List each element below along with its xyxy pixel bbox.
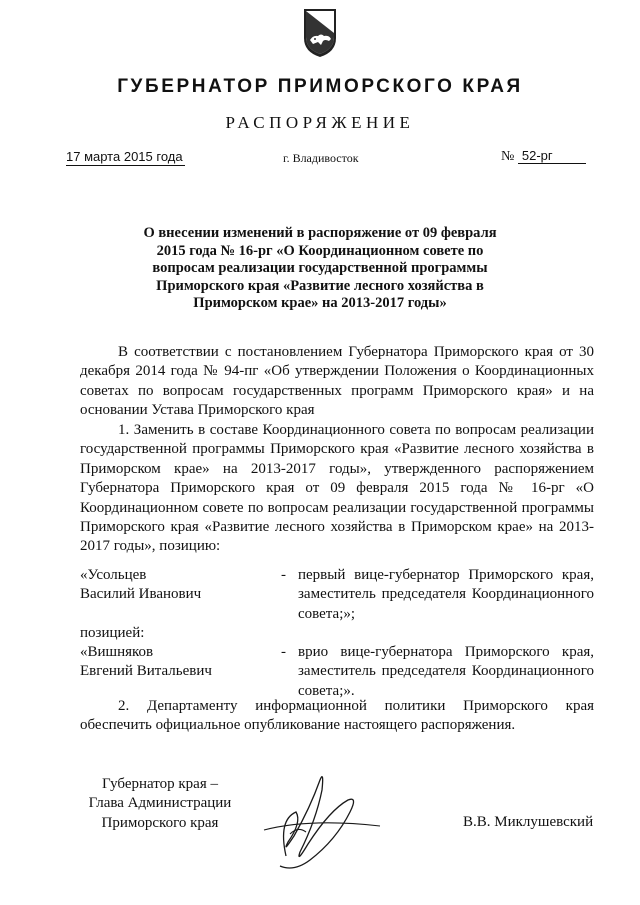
item-2-text: 2. Департаменту информационной политики Приморского края обеспечить официальное опубликование настоящего распоряжения. <box>80 698 594 734</box>
new-member-given-name: Евгений Витальевич <box>80 663 212 679</box>
old-member-role: первый вице-губернатор Приморского края, заместитель председателя Координационного совета;»; <box>298 567 594 622</box>
signatory-position <box>80 775 240 833</box>
old-member-surname: «Усольцев <box>80 567 147 583</box>
preamble-text: В соответствии с постановлением Губернатора Приморского края от 30 декабря 2014 года № 94-пг «Об утверждении Положения о Координационных советах по вопросам государственных программ Приморского края» и на основании Устава Приморского края <box>80 344 594 419</box>
document-date: 17 марта 2015 года <box>66 149 183 164</box>
signatory-position-line-2: Глава Администрации <box>88 795 232 812</box>
new-member-dash: - <box>281 644 286 660</box>
old-member-given-name: Василий Иванович <box>80 586 202 602</box>
new-member-surname: «Вишняков <box>80 644 154 660</box>
document-number: 52-рг <box>518 148 586 164</box>
page-title: ГУБЕРНАТОР ПРИМОРСКОГО КРАЯ <box>117 76 523 97</box>
new-member-role: врио вице-губернатора Приморского края, заместитель председателя Координационного совета;». <box>298 644 594 699</box>
item-1-text: 1. Заменить в составе Координационного совета по вопросам реализации государственной программы Приморского края «Развитие лесного хозяйства в Приморском крае» на 2013-2017 годы», утвержденного распоряжением Губернатора Приморского края от 09 февраля 2015 года № 16-рг «О Координационном совете по вопросам реализации государственной программы Приморского края «Развитие лесного хозяйства в Приморском крае» на 2013-2017 годы», позицию: <box>80 422 594 555</box>
signatory-position-line-1: Губернатор края – <box>102 776 218 792</box>
preamble-paragraph <box>80 343 594 421</box>
document-number-field <box>501 148 586 165</box>
document-city: г. Владивосток <box>283 151 359 165</box>
item-1-paragraph <box>80 421 594 557</box>
old-member-dash: - <box>281 567 286 583</box>
coat-of-arms-icon <box>303 8 337 58</box>
number-sign: № <box>501 149 515 164</box>
replace-label: позицией: <box>80 625 145 641</box>
signatory-name: В.В. Миклушевский <box>463 814 594 830</box>
document-type: РАСПОРЯЖЕНИЕ <box>225 113 415 132</box>
handwritten-signature <box>250 760 390 880</box>
signatory-position-line-3: Приморского края <box>101 814 219 831</box>
document-subject: О внесении изменений в распоряжение от 09 февраля 2015 года № 16-рг «О Координационном совете по вопросам реализации государственной программы Приморского края «Развитие лесного хозяйства в Приморском крае» на 2013-2017 годы» <box>143 225 497 311</box>
